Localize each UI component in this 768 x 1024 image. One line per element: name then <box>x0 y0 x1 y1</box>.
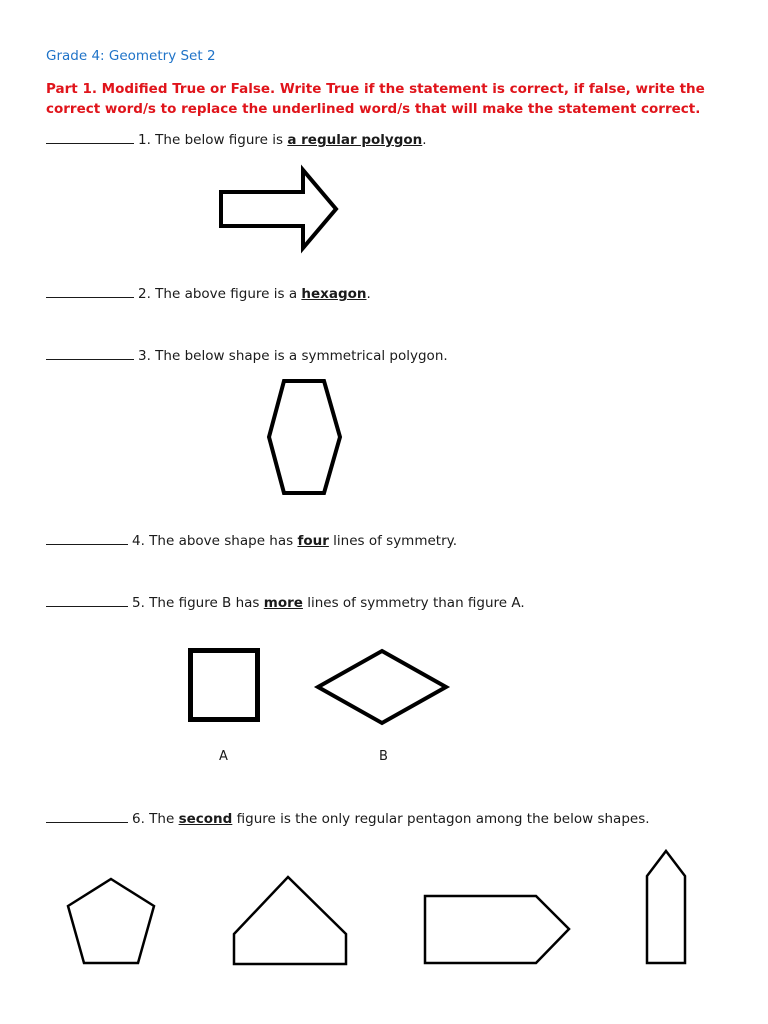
answer-blank-3[interactable] <box>46 347 134 360</box>
underlined-term-2: hexagon <box>301 286 367 302</box>
elongated-hexagon-icon <box>266 378 344 498</box>
square-figure-a-icon <box>188 648 262 722</box>
answer-blank-1[interactable] <box>46 131 134 144</box>
arrow-tag-shape-icon <box>423 894 573 968</box>
underlined-term-6: second <box>178 811 233 827</box>
underlined-term-5: more <box>263 595 303 611</box>
figure-label-a: A <box>219 749 228 764</box>
house-shape-icon <box>230 874 350 968</box>
question-2: 2. The above figure is a hexagon. <box>46 285 371 302</box>
figure-label-b: B <box>379 749 388 764</box>
answer-blank-6[interactable] <box>46 810 128 823</box>
pentagon-icon <box>66 876 158 968</box>
arrow-shape-icon <box>219 168 341 252</box>
question-1: 1. The below figure is a regular polygon. <box>46 131 427 148</box>
answer-blank-2[interactable] <box>46 285 134 298</box>
question-3: 3. The below shape is a symmetrical polygon. <box>46 347 448 364</box>
worksheet-title: Grade 4: Geometry Set 2 <box>46 48 216 64</box>
answer-blank-4[interactable] <box>46 532 128 545</box>
question-6: 6. The second figure is the only regular pentagon among the below shapes. <box>46 810 650 827</box>
answer-blank-5[interactable] <box>46 594 128 607</box>
part-instructions: Part 1. Modified True or False. Write True if the statement is correct, if false, write the correct word/s to replace the underlined word/s that will make the statement correct. <box>46 81 705 117</box>
underlined-term-1: a regular polygon <box>287 132 423 148</box>
question-4: 4. The above shape has four lines of symmetry. <box>46 532 457 549</box>
pencil-shape-icon <box>645 848 690 968</box>
rhombus-figure-b-icon <box>315 648 451 728</box>
question-5: 5. The figure B has more lines of symmetry than figure A. <box>46 594 525 611</box>
underlined-term-4: four <box>297 533 329 549</box>
